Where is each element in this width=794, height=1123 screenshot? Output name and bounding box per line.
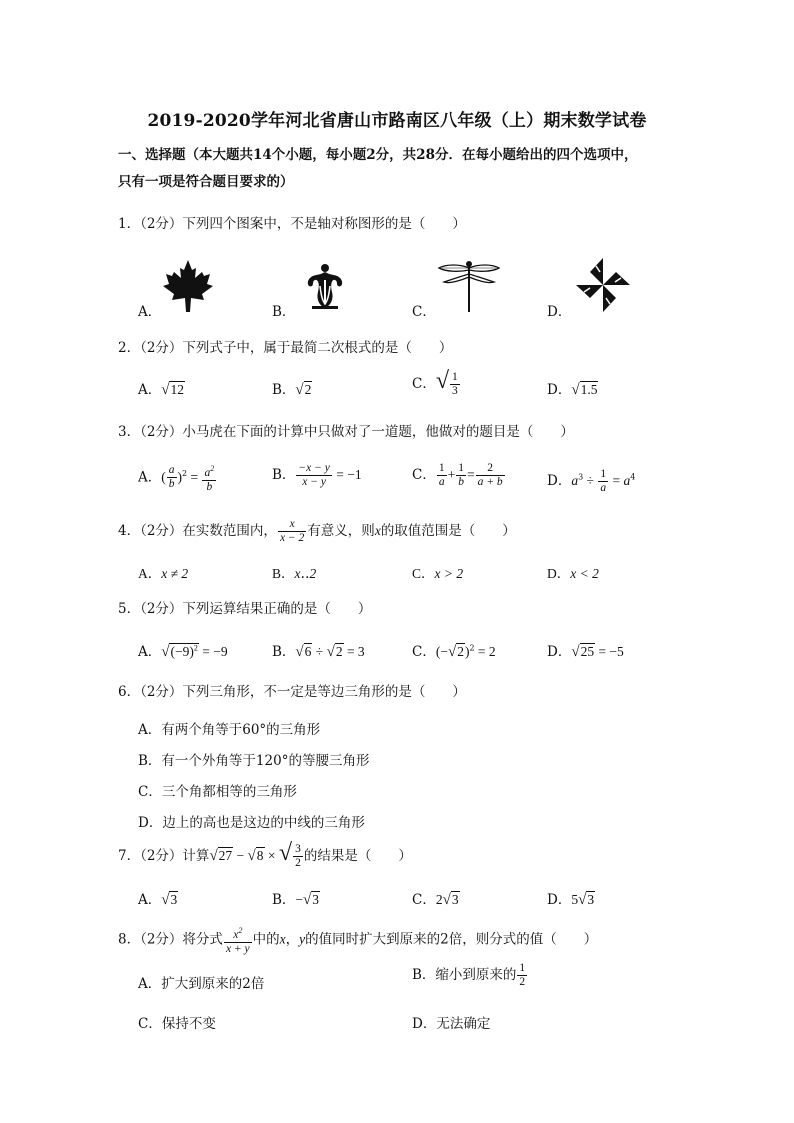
q7-option-a: A．√3 [138, 892, 178, 908]
q4-option-d: D．x < 2 [547, 566, 599, 581]
question-7-stem: 7．（2分）计算√27 − √8 × √ $\frac{3}{2}$ 的结果是（ ） [118, 840, 412, 870]
question-6-stem: 6．（2分）下列三角形，不一定是等边三角形的是（ ） [118, 684, 466, 700]
flower-emblem-icon [300, 262, 350, 312]
q7-option-c: C．2√3 [412, 892, 459, 908]
q1-option-b-label: B． [272, 304, 296, 320]
q4-option-c: C．x > 2 [412, 566, 464, 581]
question-3-stem: 3．（2分）小马虎在下面的计算中只做对了一道题，他做对的题目是（ ） [118, 424, 574, 440]
q8-option-a: A．扩大到原来的2倍 [138, 976, 265, 992]
q2-option-c: C．√ $\frac{1}{3}$ [412, 368, 458, 398]
question-4-stem: 4．（2分）在实数范围内， $\frac{x}{x - 2}$ 有意义，则x的取值范围是（ ） [118, 518, 516, 544]
q5-option-b: B．√6 ÷ √2 = 3 [272, 644, 365, 660]
q3-option-d: D．$a^3$ ÷ $\frac{1}{a}$ = $a^4$ [547, 468, 636, 494]
q1-option-a-label: A． [138, 304, 162, 320]
section-heading [118, 142, 698, 196]
q8-option-d: D．无法确定 [412, 1016, 491, 1032]
q6-option-a: A．有两个角等于60°的三角形 [138, 722, 321, 738]
q7-option-b: B．−√3 [272, 892, 320, 908]
section-heading-line1: 一、选择题（本大题共14个小题，每小题2分，共28分．在每小题给出的四个选项中， [118, 147, 638, 163]
q2-option-d: D．√1.5 [547, 382, 598, 398]
maple-leaf-icon [160, 258, 216, 314]
q1-option-c-label: C． [412, 304, 436, 320]
q5-option-d: D．√25 = −5 [547, 644, 624, 660]
q2-option-a: A．√12 [138, 382, 184, 398]
q6-option-b: B．有一个外角等于120°的等腰三角形 [138, 753, 370, 769]
q3-option-a: A．( $\frac{a}{b}$ )$^2$ = $\frac{a^2}{b}$ [138, 464, 215, 493]
q6-option-c: C．三个角都相等的三角形 [138, 784, 297, 800]
pinwheel-icon [574, 256, 632, 314]
q8-option-c: C．保持不变 [138, 1016, 216, 1032]
q3-option-b: B． $\frac{-x - y}{x - y}$ = −1 [272, 462, 362, 488]
question-8-stem: 8．（2分）将分式 $\frac{x^2}{x + y}$ 中的x，y的值同时扩大到原来的2倍，则分式的值（ ） [118, 926, 598, 955]
dragonfly-icon [436, 258, 502, 314]
q3-option-c: C． $\frac{1}{a}$ + $\frac{1}{b}$ = $\frac{2}{a + b}$ [412, 462, 503, 488]
q5-option-c: C．$(-√2)^2 = 2$ [412, 643, 496, 660]
q4-option-b: B．x‥2 [272, 566, 317, 581]
q7-option-d: D．5√3 [547, 892, 595, 908]
question-2-stem: 2．（2分）下列式子中，属于最简二次根式的是（ ） [118, 340, 453, 356]
question-1-stem: 1．（2分）下列四个图案中，不是轴对称图形的是（ ） [118, 216, 466, 232]
section-heading-line2: 只有一项是符合题目要求的） [118, 174, 294, 190]
q4-option-a: A．x ≠ 2 [138, 566, 189, 581]
question-5-stem: 5．（2分）下列运算结果正确的是（ ） [118, 601, 372, 617]
q5-option-a: A．$√(-9)^2 = -9$ [138, 643, 228, 660]
q1-option-d-label: D． [547, 304, 572, 320]
page-title: 2019-2020学年河北省唐山市路南区八年级（上）期末数学试卷 [147, 111, 647, 131]
q6-option-d: D．边上的高也是这边的中线的三角形 [138, 815, 365, 831]
q8-option-b: B．缩小到原来的 $\frac{1}{2}$ [412, 962, 526, 988]
q2-option-b: B．√2 [272, 382, 312, 398]
